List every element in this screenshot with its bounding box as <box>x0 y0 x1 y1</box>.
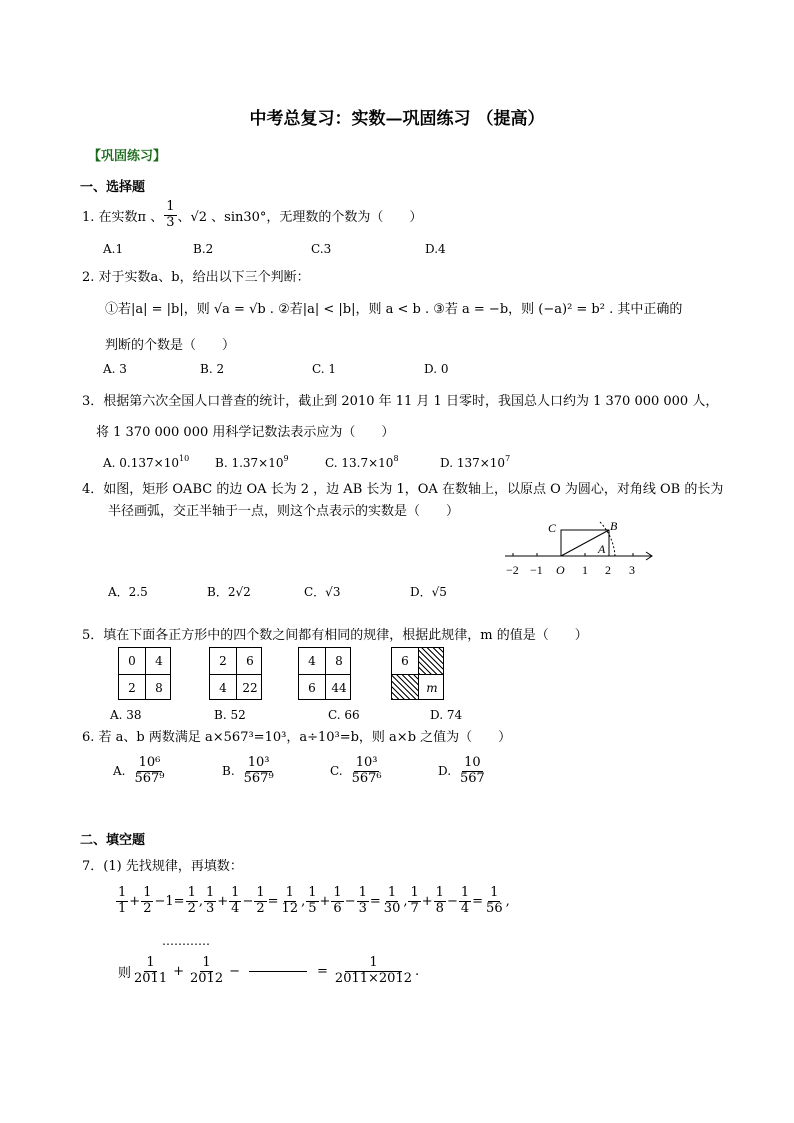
q5-option-d: D. 74 <box>430 708 463 722</box>
q2-option-a: A. 3 <box>103 362 127 376</box>
q7-ellipsis: ………… <box>162 934 210 948</box>
question-4: 4．如图，矩形 OABC 的边 OA 长为 2 ，边 AB 长为 1，OA 在数轴上，以原点 O 为圆心，对角线 OB 的长为 <box>82 482 724 497</box>
square-4-top-left: 6 <box>401 654 409 668</box>
q6-b-denominator: 567⁹ <box>243 770 274 786</box>
question-5: 5．填在下面各正方形中的四个数之间都有相同的规律，根据此规律，m 的值是（ ） <box>82 628 588 643</box>
square-2-bottom-left: 4 <box>219 681 227 695</box>
q3-option-b: B. $1.37\times 10^9$ <box>215 454 289 470</box>
q6-option-b-label: B. <box>222 764 235 779</box>
q4-option-b: B．2√2 <box>207 585 251 599</box>
q6-a-numerator: 10⁶ <box>138 755 161 770</box>
q3-option-a: A. $0.137\times 10^{10}$ <box>103 454 190 470</box>
q6-c-denominator: 567⁶ <box>351 770 382 786</box>
square-4-bottom-right: m <box>426 681 438 695</box>
q6-a-denominator: 567⁹ <box>134 770 165 786</box>
tick-label-2: 2 <box>605 563 611 577</box>
square-1-top-left: 0 <box>128 654 136 668</box>
square-3-bottom-right: 44 <box>331 681 347 695</box>
question-3: 3．根据第六次全国人口普查的统计，截止到 2010 年 11 月 1 日零时，我国总人口约为 1 370 000 000 人， <box>82 394 719 409</box>
q6-d-denominator: 567 <box>460 770 485 786</box>
q7-then-label: 则 <box>118 965 132 981</box>
q7-blank[interactable] <box>249 970 307 972</box>
q1-option-b: B.2 <box>193 242 214 256</box>
question-2: 2. 对于实数a、b，给出以下三个判断： <box>82 270 310 285</box>
q3-line2: 将 1 370 000 000 用科学记数法表示应为（ ） <box>96 425 395 440</box>
q6-option-b <box>222 756 277 787</box>
square-1-bottom-right: 8 <box>155 681 163 695</box>
q6-option-c <box>330 756 385 787</box>
square-2-top-left: 2 <box>219 654 227 668</box>
q3-option-c: C. $13.7\times 10^8$ <box>325 454 399 470</box>
q1-frac-denominator: 3 <box>166 214 175 230</box>
square-3-bottom-left: 6 <box>308 681 316 695</box>
q3-option-d: D. $137\times 10^7$ <box>440 454 511 470</box>
q1-option-a: A.1 <box>103 242 124 256</box>
square-4 <box>391 647 444 700</box>
q4-line2: 半径画弧，交正半轴于一点，则这个点表示的实数是（ ） <box>108 504 460 519</box>
tick-label-neg2: −2 <box>506 563 519 577</box>
q1-fraction <box>164 200 176 231</box>
q1-option-d: D.4 <box>425 242 446 256</box>
q6-option-c-label: C. <box>330 764 343 779</box>
label-c: C <box>548 521 557 535</box>
square-4-hatched-top-right <box>419 648 443 674</box>
section-heading-fill: 二、填空题 <box>80 833 146 848</box>
q7-sequence: $\frac{1}{1}$ + $\frac{1}{2}$ − 1 = $\frac{1}{2}$ , $\frac{1}{3}$ + $\frac{1}{4}$ − $\frac{1}{2}$ = $\frac{1}{12}$ , $\frac{1}{5}$ + $\frac{1}{6}$ − $\frac{1}{3}$ = $\frac{1}{30}$ , $\frac{1}{7}$ + $\frac{1}{8}$ − $\frac{1}{4}$ = $\frac{1}{56}$ , <box>118 885 510 916</box>
q1-option-c: C.3 <box>311 242 332 256</box>
q2-line2: 判断的个数是（ ） <box>105 338 236 353</box>
question-6: 6. 若 a、b 两数满足 a×567³=10³，a÷10³=b，则 a×b 之值为（ ） <box>82 730 512 745</box>
q4-option-d: D．√5 <box>410 585 447 599</box>
tick-label-neg1: −1 <box>530 563 543 577</box>
square-3-top-right: 8 <box>335 654 343 668</box>
q6-b-numerator: 10³ <box>247 755 270 770</box>
label-b: B <box>610 519 618 533</box>
q2-option-c: C. 1 <box>312 362 337 376</box>
square-2 <box>209 647 262 700</box>
square-4-hatched-bottom-left <box>392 675 418 699</box>
tick-label-origin: O <box>556 563 565 577</box>
q6-option-a <box>113 756 168 787</box>
square-2-bottom-right: 22 <box>242 681 258 695</box>
section-tag: 【巩固练习】 <box>88 149 167 164</box>
q2-option-d: D. 0 <box>424 362 449 376</box>
q6-c-numerator: 10³ <box>355 755 378 770</box>
q1-prefix: 1. 在实数π 、 <box>82 209 164 225</box>
square-3 <box>298 647 351 700</box>
q6-option-d <box>438 756 488 787</box>
square-1-top-right: 4 <box>155 654 163 668</box>
q4-number-line-figure <box>500 516 660 582</box>
q5-option-a: A. 38 <box>110 708 142 722</box>
square-2-top-right: 6 <box>246 654 254 668</box>
tick-label-1: 1 <box>582 563 588 577</box>
page-title: 中考总复习：实数—巩固练习 （提高） <box>249 109 545 129</box>
q4-option-a: A．2.5 <box>108 585 148 599</box>
q2-judgements: ①若|a| = |b|，则 √a = √b . ②若|a| < |b|，则 a < b . ③若 a = −b，则 (−a)² = b² . 其中正确的 <box>105 302 683 317</box>
q1-frac-numerator: 1 <box>166 199 175 214</box>
q6-option-d-label: D. <box>438 764 452 779</box>
q5-option-b: B. 52 <box>214 708 246 722</box>
q7-equation: 则 $\frac{1}{2011}$ + $\frac{1}{2012}$ − = $\frac{1}{2011\times 2012}$ . <box>118 955 420 986</box>
label-a: A <box>598 542 606 556</box>
q6-d-numerator: 10 <box>464 755 481 770</box>
q4-option-c: C．√3 <box>304 585 341 599</box>
square-3-top-left: 4 <box>308 654 316 668</box>
q5-option-c: C. 66 <box>328 708 360 722</box>
section-heading-choice: 一、选择题 <box>80 180 146 195</box>
tick-label-3: 3 <box>629 563 635 577</box>
q6-option-a-label: A. <box>113 764 126 779</box>
question-1 <box>82 200 422 231</box>
square-1-bottom-left: 2 <box>128 681 136 695</box>
q1-rest: 、√2 、sin30°，无理数的个数为（ ） <box>177 209 423 225</box>
q2-option-b: B. 2 <box>200 362 225 376</box>
square-1 <box>118 647 171 700</box>
question-7: 7．(1) 先找规律，再填数： <box>82 859 243 874</box>
